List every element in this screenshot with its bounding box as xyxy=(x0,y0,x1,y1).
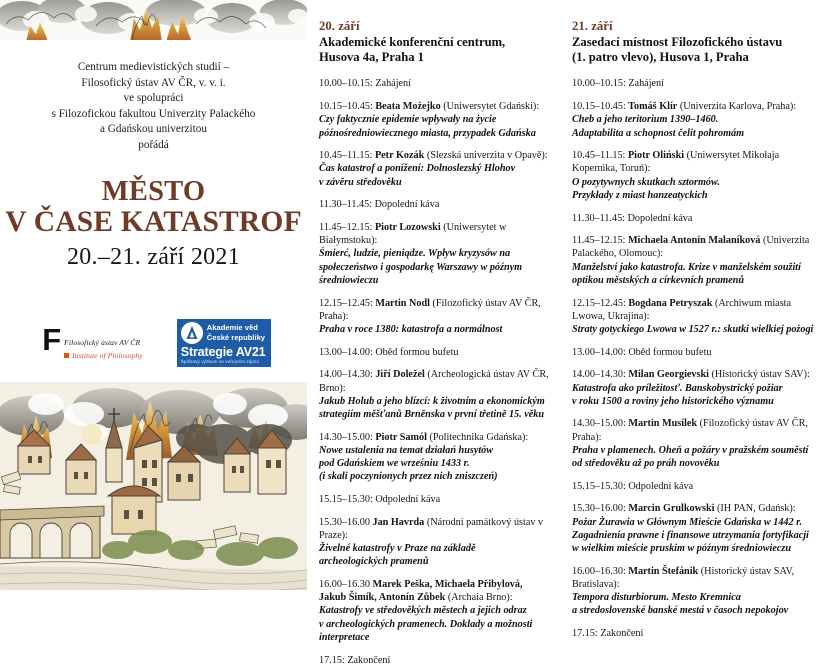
program-item-label: Zakončení xyxy=(344,654,391,666)
program-item-speaker: Jan Havrda xyxy=(369,516,425,528)
program-item-time: 11.45–12.15: xyxy=(572,235,626,247)
program-item-header xyxy=(572,149,827,175)
program-item xyxy=(572,234,827,287)
program-item-title xyxy=(319,395,551,421)
organizer-line-5: pořádá xyxy=(138,138,169,151)
program-item-title-line: Nowe ustalenia na temat działań husytów xyxy=(319,444,494,456)
program-item-header xyxy=(572,502,827,515)
woodcut-burning-city-image xyxy=(0,382,307,590)
program-item xyxy=(572,149,827,202)
program-item-time: 14.00–14.30: xyxy=(572,369,626,381)
program-item-title xyxy=(572,591,827,617)
program-item-title-line: Jakub Holub a jeho blízcí: k životním a ekonomickým xyxy=(319,395,545,407)
event-dates: 20.–21. září 2021 xyxy=(66,243,241,270)
program-break-item xyxy=(572,480,827,493)
program-item-header xyxy=(319,654,551,667)
program-item-time: 17.15: xyxy=(572,628,598,640)
program-item-header xyxy=(319,77,551,90)
program-item-speaker: Martin Štefánik xyxy=(625,565,699,577)
program-item-time: 10.45–11.15: xyxy=(572,150,626,162)
program-item-time: 13.00–14.00: xyxy=(319,346,373,358)
title-line-2: V ČASE KATASTROF xyxy=(5,205,302,238)
program-break-item xyxy=(319,198,551,211)
program-item-header xyxy=(319,221,551,247)
program-item xyxy=(572,297,827,337)
program-item-header xyxy=(572,77,827,90)
program-item-time: 15.15–15.30: xyxy=(319,493,373,505)
program-item-time: 15.30–16.00 xyxy=(319,516,370,528)
program-item-time: 16.00–16.30 xyxy=(319,579,370,590)
program-item-affiliation: (Archaia Brno): xyxy=(445,592,513,604)
av21-title: Strategie AV21 xyxy=(180,345,266,359)
program-item-label: Oběd formou bufetu xyxy=(372,346,459,358)
poster-title-block xyxy=(0,176,307,271)
program-item-time: 12.15–12.45: xyxy=(319,297,373,309)
program-item-affiliation: (Slezská univerzita v Opavě): xyxy=(424,150,548,162)
program-item-header xyxy=(319,493,551,506)
program-item-title-line: Čas katastrof a ponížení: Dolnoslezský Hlohov xyxy=(319,163,516,175)
program-item xyxy=(572,565,827,618)
program-break-item xyxy=(319,77,551,90)
program-item-affiliation: (Uniwersytet Mikołaja xyxy=(684,150,780,162)
day-1-venue-line-1: Akademické konferenční centrum, xyxy=(319,35,506,49)
program-item-title-line: późnośredniowiecznego miasta, przypadek Gdańska xyxy=(319,127,536,139)
program-item-title-line: optikou městských a církevních pramenů xyxy=(572,274,745,286)
program-item-affiliation: (IH PAN, Gdańsk): xyxy=(714,503,796,515)
program-item-time: 11.30–11.45: xyxy=(319,199,373,211)
program-item-title-line: Śmierć, ludzie, pieniądze. Wpływ kryzysów na xyxy=(319,248,511,260)
program-item xyxy=(319,368,551,421)
program-item-header xyxy=(319,516,551,542)
page-title xyxy=(0,176,307,238)
program-item-affiliation: (Univerzita xyxy=(760,235,810,247)
program-item-header xyxy=(572,627,827,640)
program-item-title-line: archeologických pramenů xyxy=(319,556,429,568)
program-item-header xyxy=(572,417,827,443)
program-break-item xyxy=(572,346,827,359)
program-column-day-2 xyxy=(565,0,835,640)
program-item-title xyxy=(572,261,827,287)
program-item-title xyxy=(572,176,827,202)
av21-academy-line-2: České republiky xyxy=(206,333,266,342)
program-item-label: Zahájení xyxy=(372,78,411,90)
program-item-title-line: v závěru středověku xyxy=(319,176,402,188)
program-item-title-line: Praha v roce 1380: katastrofa a normálnost xyxy=(319,323,503,335)
program-item-header xyxy=(319,431,551,444)
program-break-item xyxy=(572,627,827,640)
program-item xyxy=(319,431,551,484)
program-item-title xyxy=(319,542,551,568)
program-item-time: 11.45–12.15: xyxy=(319,222,373,234)
program-item-title-line: Czy faktycznie epidemie wpływały na życie xyxy=(319,114,497,126)
program-item-time: 10.00–10.15: xyxy=(319,78,373,90)
program-column-day-1 xyxy=(307,0,565,666)
program-item-header xyxy=(319,198,551,211)
program-item-header xyxy=(572,346,827,359)
flu-logo-label-en: Institute of Philosophy xyxy=(72,351,143,360)
program-item-title-line: O pozytywnych skutkach sztormów. xyxy=(572,176,720,188)
program-item-affiliation: (Filozofický ústav AV ČR, xyxy=(697,418,808,430)
organizer-line-4: a Gdańskou univerzitou xyxy=(100,123,207,136)
program-item-affiliation: (Uniwersytet Gdański): xyxy=(440,101,540,113)
day-2-venue-line-1: Zasedací místnost Filozofického ústavu xyxy=(572,35,783,49)
program-item-speaker: Milan Georgievski xyxy=(625,369,709,381)
program-item-header xyxy=(319,578,551,604)
organizer-line-1: Filosofický ústav AV ČR, v. v. i. xyxy=(81,76,226,89)
program-item xyxy=(572,100,827,140)
program-item-speaker: Jiří Doležel xyxy=(372,369,425,381)
program-item-title-line: Manželství jako katastrofa. Krize v manželském soužití xyxy=(572,261,801,273)
program-item-title-line: średniowieczu xyxy=(319,274,379,286)
program-item-affiliation: (Archiwum miasta xyxy=(712,297,792,309)
program-item-affiliation: Praha): xyxy=(572,431,602,443)
program-item-title-line: Zagadnienia prawne i finansowe utrzymania fortyfikacji xyxy=(572,529,809,541)
program-item-title-line: Pożar Żurawia w Głównym Mieście Gdańska w 1442 r. xyxy=(572,516,803,528)
program-item-header xyxy=(319,346,551,359)
program-break-item xyxy=(319,493,551,506)
program-item-title-line: pod Gdańskiem we wrześniu 1433 r. xyxy=(319,458,470,470)
program-item-affiliation: (Archeologická ústav AV ČR, Brno): xyxy=(319,369,549,394)
flu-f-letter-icon: F xyxy=(42,322,61,357)
program-item-title-line: Katastrofy ve středověkých městech a jejich odraz xyxy=(319,605,527,617)
woodcut-top-image xyxy=(0,0,307,42)
program-item-affiliation: Kopernika, Toruń): xyxy=(572,163,651,175)
program-item-speaker: Piotr Lozowski xyxy=(372,222,441,234)
program-item-title xyxy=(572,444,827,470)
av-cr-emblem-icon xyxy=(181,322,203,344)
program-item-title-line: (i skali poczynionych przez nich zniszczeń) xyxy=(319,471,498,483)
program-item xyxy=(319,516,551,569)
strategie-av21-logo xyxy=(177,319,271,367)
poster-left-panel xyxy=(0,0,307,590)
program-item-title-line: Tempora disturbiorum. Mesto Kremnica xyxy=(572,592,741,604)
program-item-label: Odpolední káva xyxy=(372,493,441,505)
day-2-schedule xyxy=(572,77,827,640)
program-item-time: 10.15–10.45: xyxy=(319,101,373,113)
flu-logo-label-en-row xyxy=(64,351,143,360)
program-item-header xyxy=(572,212,827,225)
organizer-line-2: ve spolupráci xyxy=(123,92,184,105)
program-item-time: 16.00–16.30: xyxy=(572,565,626,577)
program-item-title-line: Praha v plamenech. Oheň a požáry v pražském souměstí xyxy=(572,444,809,456)
program-item xyxy=(319,221,551,287)
program-item-speaker: Jakub Šimík, Antonín Zůbek xyxy=(319,592,446,604)
day-2-venue-line-2: (1. patro vlevo), Husova 1, Praha xyxy=(572,50,749,65)
institute-of-philosophy-logo xyxy=(42,322,143,360)
day-1-date: 20. září xyxy=(319,19,360,33)
program-item-header xyxy=(319,368,551,394)
program-item-time: 15.30–16.00: xyxy=(572,503,626,515)
program-item-title-line: Przykłady z miast hanzeatyckich xyxy=(572,189,708,201)
program-item-title xyxy=(319,113,551,139)
organizer-line-0: Centrum medievistických studií – xyxy=(77,61,230,73)
program-item-header xyxy=(319,149,551,162)
program-item-title xyxy=(319,444,551,484)
program-item-speaker: Bogdana Petryszak xyxy=(625,297,713,309)
program-item-header xyxy=(572,100,827,113)
program-item-title xyxy=(572,323,827,336)
program-item-title xyxy=(572,516,827,556)
program-item-affiliation: (Historický ústav SAV, xyxy=(698,565,795,577)
title-line-1: MĚSTO xyxy=(101,175,206,207)
program-item-speaker: Petr Kozák xyxy=(372,150,425,162)
program-item-title xyxy=(319,604,551,644)
program-break-item xyxy=(319,346,551,359)
program-item-label: Zakončení xyxy=(597,628,644,640)
program-item-time: 14.30–15.00: xyxy=(319,431,373,443)
av21-academy-line-1: Akademie věd xyxy=(206,323,258,333)
program-item-label: Oběd formou bufetu xyxy=(625,346,712,358)
program-item xyxy=(319,578,551,644)
program-item-header xyxy=(572,234,827,260)
av21-tagline: Špičkový výzkum ve veřejném zájmu xyxy=(180,359,260,364)
program-item-title-line: v archeologických pramenech. Doklady a možnosti xyxy=(319,618,533,630)
program-item-title-line: Straty gotyckiego Lwowa w 1527 r.: skutki wielkiej pożogi xyxy=(572,323,814,335)
program-item-header xyxy=(572,297,827,323)
program-item-label: Zahájení xyxy=(625,78,664,90)
program-item-label: Dopolední káva xyxy=(625,212,693,224)
program-item-title-line: w wielkim mieście pruskim w późnym średniowieczu xyxy=(572,543,792,555)
program-item-label: Dopolední káva xyxy=(372,199,440,211)
program-item-time: 10.15–10.45: xyxy=(572,101,626,113)
program-item-title xyxy=(319,323,551,336)
program-item-affiliation: (Uniwersytet w Białymstoku): xyxy=(319,222,507,247)
program-item-time: 10.45–11.15: xyxy=(319,150,373,162)
program-item-title-line: a stredoslovenské banské mestá v časoch nepokojov xyxy=(572,605,789,617)
program-item-title xyxy=(319,162,551,188)
program-item-speaker: Martin Musílek xyxy=(625,418,698,430)
program-item-affiliation: (Historický ústav SAV): xyxy=(708,369,810,381)
program-item-title-line: v roku 1500 a roviny jeho historického významu xyxy=(572,395,774,407)
program-item xyxy=(572,368,827,408)
orange-square-icon xyxy=(64,353,69,358)
program-item-speaker: Marek Peška, Michaela Přibylová, xyxy=(369,579,523,590)
program-item-affiliation: Palackého, Olomouc): xyxy=(572,248,664,260)
program-item-label: Odpolední káva xyxy=(625,480,694,492)
program-item-time: 14.00–14.30: xyxy=(319,369,373,381)
program-item xyxy=(572,502,827,555)
program-item-speaker: Piotr Samól xyxy=(372,431,427,443)
program-item-time: 15.15–15.30: xyxy=(572,480,626,492)
program-break-item xyxy=(572,77,827,90)
program-item-title xyxy=(572,113,827,139)
logo-row xyxy=(0,312,307,374)
program-item-speaker: Piotr Oliński xyxy=(625,150,685,162)
program-item-time: 17.15: xyxy=(319,654,345,666)
day-1-schedule xyxy=(319,77,551,666)
program-item xyxy=(319,297,551,337)
program-item-time: 13.00–14.00: xyxy=(572,346,626,358)
program-item-header xyxy=(319,297,551,323)
program-item-header xyxy=(572,368,827,381)
program-item-affiliation: (Univerzita Karlova, Praha): xyxy=(677,101,797,113)
program-item-affiliation: Bratislava): xyxy=(572,579,620,590)
program-item-affiliation: Lwowa, Ukrajina): xyxy=(572,310,650,322)
program-item xyxy=(319,100,551,140)
program-item-speaker: Tomáš Klír xyxy=(625,101,678,113)
program-item-title xyxy=(572,382,827,408)
program-item-title-line: Cheb a jeho teritorium 1390–1460. xyxy=(572,114,719,126)
program-item-time: 11.30–11.45: xyxy=(572,212,626,224)
program-item xyxy=(572,417,827,470)
program-break-item xyxy=(572,212,827,225)
program-item-title-line: Živelné katastrofy v Praze na základě xyxy=(319,543,476,555)
program-item-title-line: społeczeństwo i gospodarkę Warszawy w późnym xyxy=(319,261,523,273)
program-item-time: 10.00–10.15: xyxy=(572,78,626,90)
program-item-header xyxy=(319,100,551,113)
program-item xyxy=(319,149,551,189)
program-item-speaker: Martin Nodl xyxy=(372,297,430,309)
organizer-line-3: s Filozofickou fakultou Univerzity Palackého xyxy=(51,107,256,120)
program-item-header xyxy=(572,480,827,493)
program-item-title-line: interpretace xyxy=(319,631,370,643)
program-item-affiliation: (Politechnika Gdańska): xyxy=(426,431,529,443)
day-2-date: 21. září xyxy=(572,19,613,33)
program-item-title-line: strategiím měšťanů Brněnska v první třetině 15. věku xyxy=(319,408,545,420)
program-break-item xyxy=(319,654,551,667)
program-item-title-line: od středověku až po práh novověku xyxy=(572,458,720,470)
program-item-title-line: Katastrofa ako príležitosť. Banskobystrický požiar xyxy=(572,382,783,394)
program-item-speaker: Marcin Grulkowski xyxy=(625,503,715,515)
organizers-block xyxy=(0,42,307,154)
flu-logo-label-cs: Filosofický ústav AV ČR xyxy=(64,338,141,347)
program-item-affiliation: (Filozofický ústav AV ČR, Praha): xyxy=(319,297,541,322)
program-item-speaker: Michaela Antonín Malaníková xyxy=(625,235,761,247)
program-item-affiliation: (Národní památkový ústav v Praze): xyxy=(319,516,544,541)
program-item-time: 12.15–12.45: xyxy=(572,297,626,309)
day-1-venue-line-2: Husova 4a, Praha 1 xyxy=(319,50,424,65)
program-item-speaker: Beata Możejko xyxy=(372,101,441,113)
day-2-venue xyxy=(572,35,827,65)
program-item-title xyxy=(319,247,551,287)
day-1-venue xyxy=(319,35,551,65)
program-item-header xyxy=(572,565,827,591)
program-item-title-line: Adaptabilita a schopnost čelit pohromám xyxy=(572,127,745,139)
program-item-time: 14.30–15.00: xyxy=(572,418,626,430)
